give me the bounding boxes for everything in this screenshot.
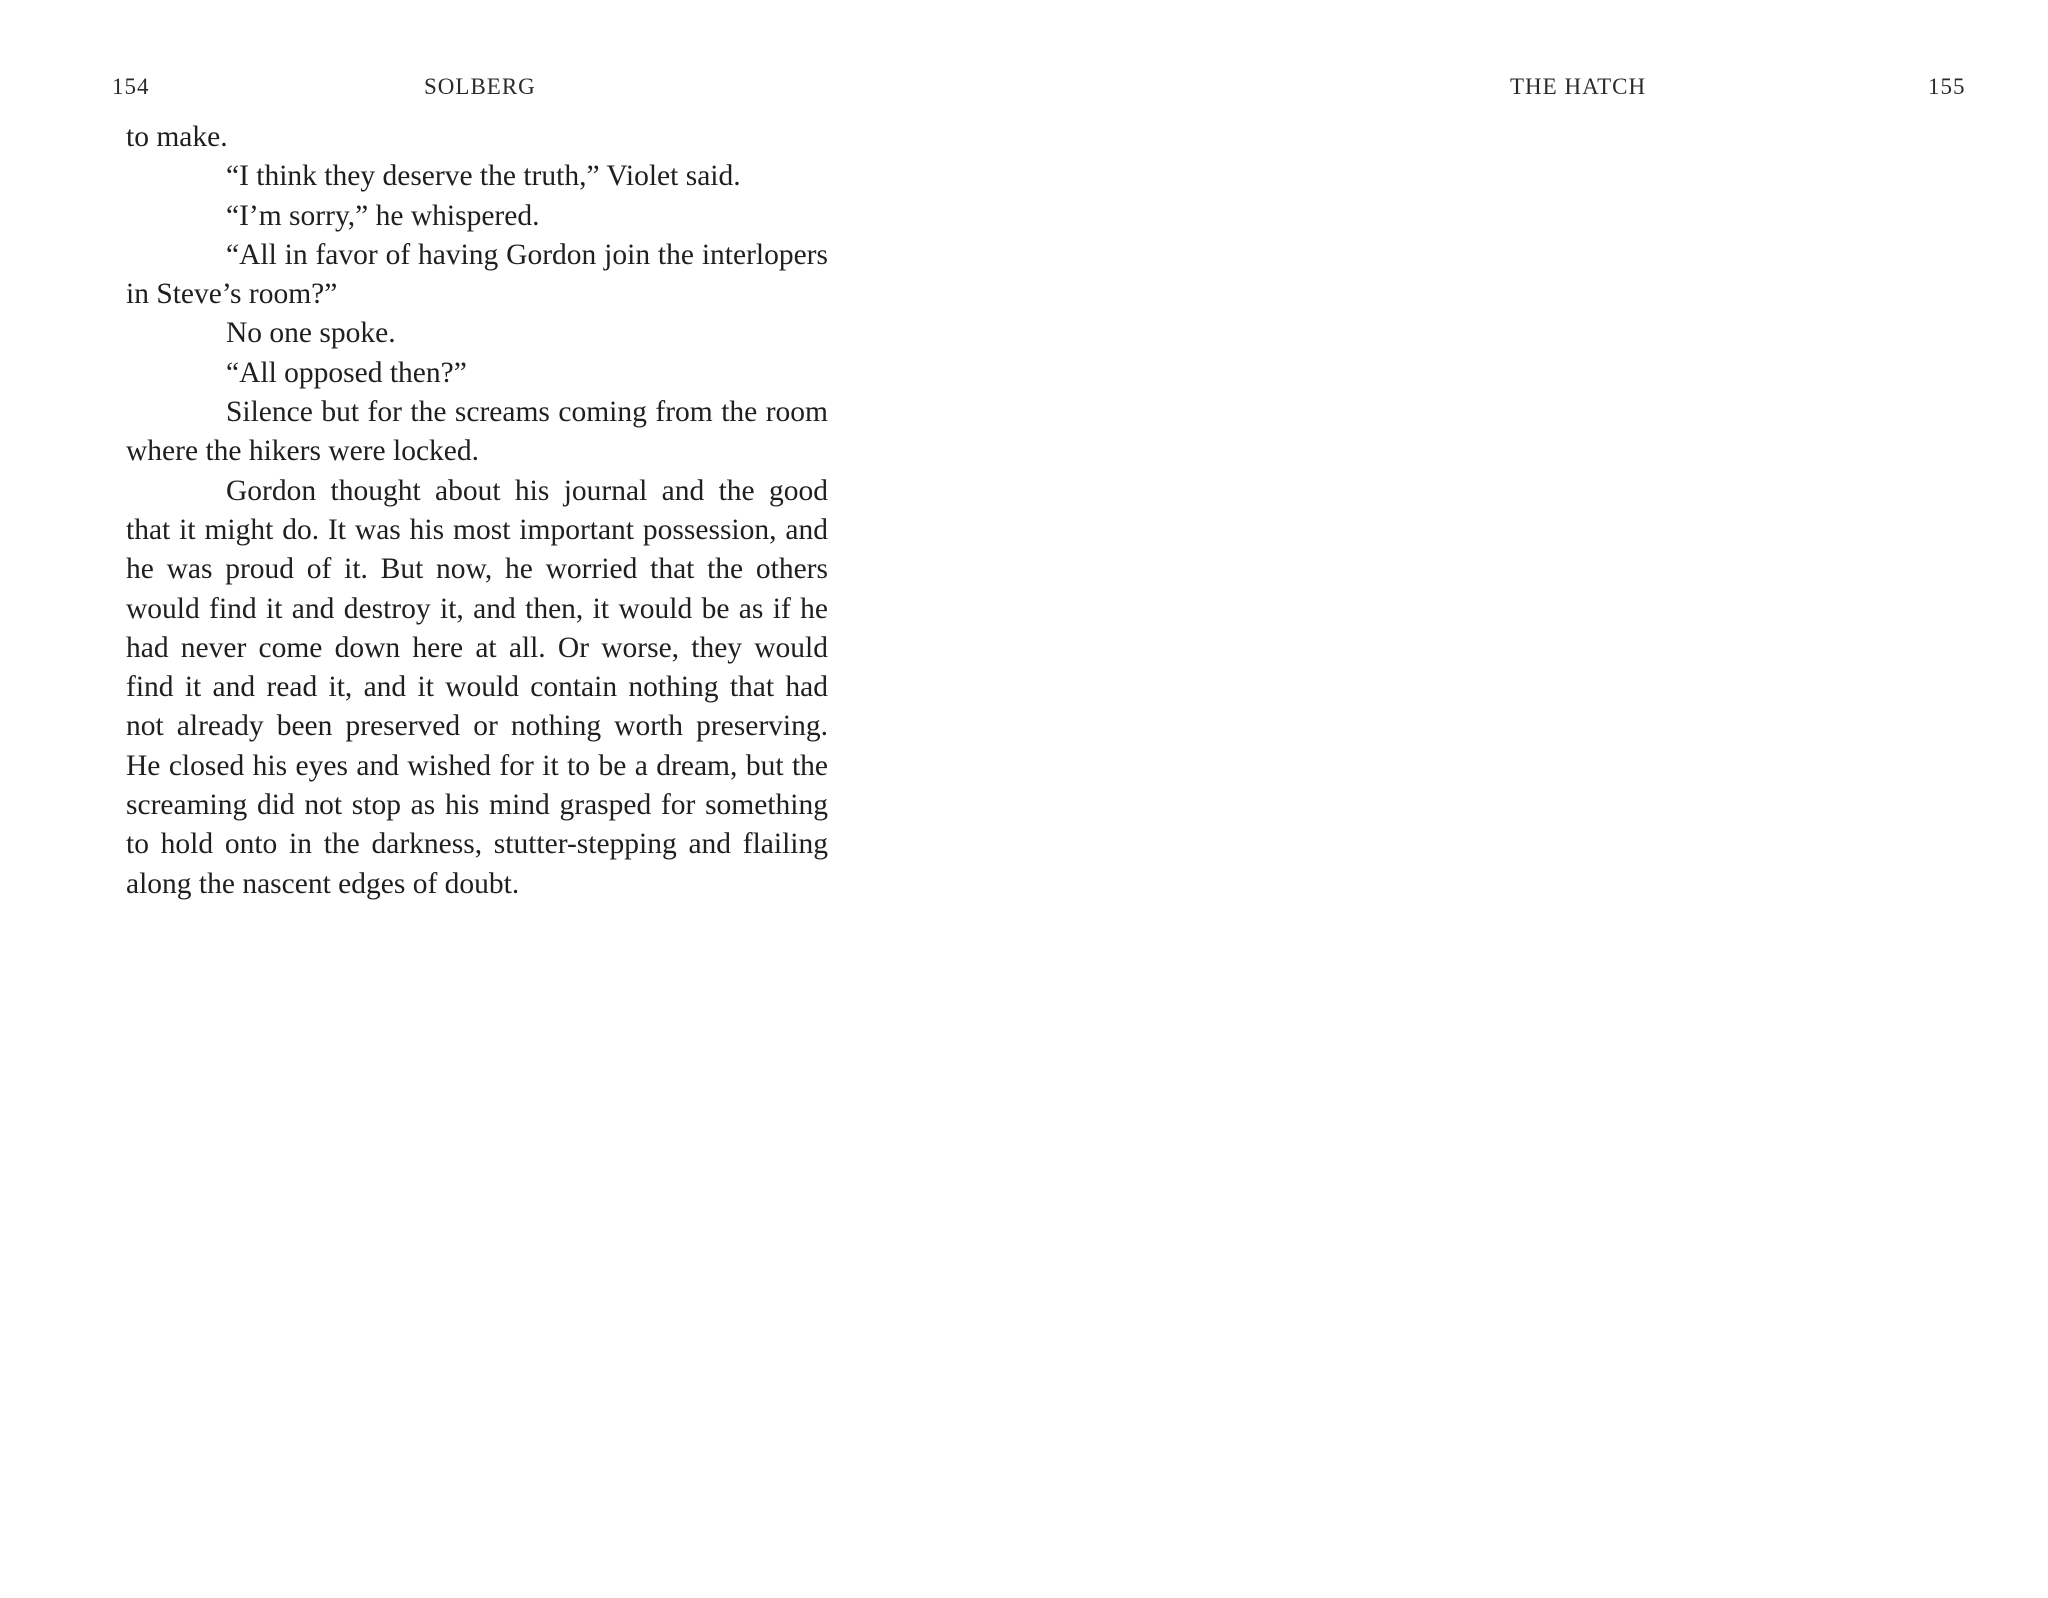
right-page — [1024, 0, 2048, 1598]
running-head-title: THE HATCH — [1510, 74, 1647, 99]
paragraph: “I’m sorry,” he whispered. — [226, 199, 540, 232]
running-head-author: SOLBERG — [424, 74, 536, 99]
paragraph: Silence but for the screams coming from the room where the hikers were locked. — [126, 396, 828, 468]
paragraph: “All in favor of having Gordon join the interlopers in Steve’s room?” — [126, 238, 828, 311]
paragraph: to make. — [126, 121, 228, 153]
body-text — [126, 118, 828, 904]
paragraph: “I think they deserve the truth,” Violet said. — [226, 160, 741, 193]
page-number-left: 154 — [112, 74, 150, 99]
paragraph: No one spoke. — [226, 317, 396, 350]
paragraph: Gordon thought about his journal and the good that it might do. It was his most important possession, and he was proud of it. But now, he worried that the others would find it and destroy it, and then, it would be as if he had never come down here at all. Or worse, they would find it and read it, and it would contain nothing that had not already been preserved or nothing worth preserving. He closed his eyes and wished for it to be a dream, but the screaming did not stop as his mind grasped for something to hold onto in the darkness, stutter-stepping and flailing along the nascent edges of doubt. — [126, 474, 828, 900]
paragraph: “All opposed then?” — [226, 356, 467, 389]
page-number-right: 155 — [1928, 74, 1966, 99]
